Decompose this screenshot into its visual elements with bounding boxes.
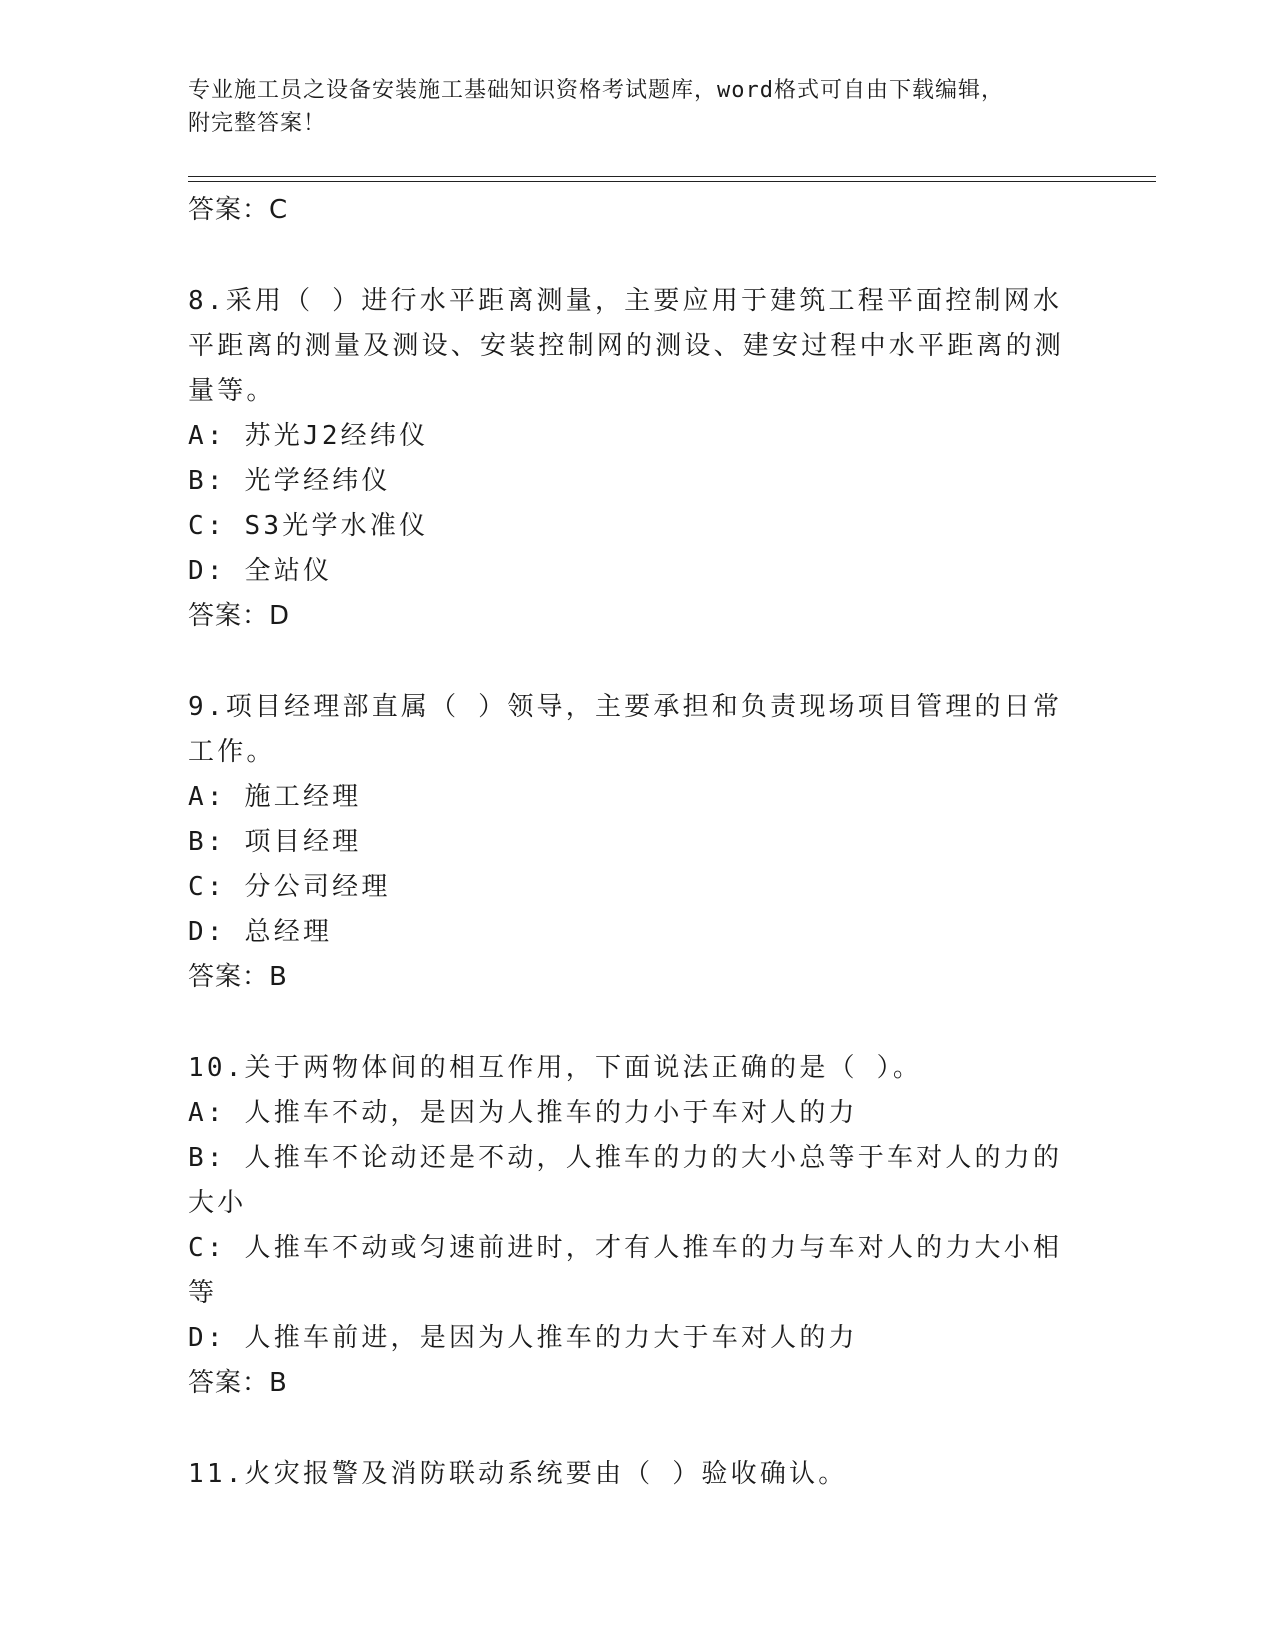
question-list	[188, 188, 1068, 1497]
option-c: C: 分公司经理	[188, 872, 391, 902]
question-9	[188, 685, 1068, 1000]
answer-line: 答案：C	[188, 195, 289, 225]
question-text: 9.项目经理部直属（ ）领导，主要承担和负责现场项目管理的日常工作。	[188, 692, 1063, 767]
option-b: B: 项目经理	[188, 827, 362, 857]
answer-line: 答案：B	[188, 1368, 288, 1398]
option-d: D: 人推车前进，是因为人推车的力大于车对人的力	[188, 1323, 858, 1353]
option-b: B: 光学经纬仪	[188, 466, 391, 496]
option-d: D: 全站仪	[188, 556, 333, 586]
answer-line: 答案：B	[188, 962, 288, 992]
question-text: 10.关于两物体间的相互作用，下面说法正确的是（ ）。	[188, 1053, 923, 1083]
document-header	[188, 74, 1088, 140]
document-page	[188, 0, 1158, 1650]
question-11	[188, 1452, 1068, 1497]
question-text: 8.采用（ ）进行水平距离测量，主要应用于建筑工程平面控制网水平距离的测量及测设、安装控制网的测设、建安过程中水平距离的测量等。	[188, 286, 1065, 406]
header-line-2: 附完整答案！	[188, 111, 327, 136]
question-8	[188, 279, 1068, 639]
option-c: C: S3光学水准仪	[188, 511, 429, 541]
option-d: D: 总经理	[188, 917, 333, 947]
option-a: A: 人推车不动，是因为人推车的力小于车对人的力	[188, 1098, 858, 1128]
question-10	[188, 1046, 1068, 1406]
option-b: B: 人推车不论动还是不动，人推车的力的大小总等于车对人的力的大小	[188, 1143, 1063, 1218]
option-c: C: 人推车不动或匀速前进时，才有人推车的力与车对人的力大小相等	[188, 1233, 1063, 1308]
option-a: A: 苏光J2经纬仪	[188, 421, 429, 451]
answer-line: 答案：D	[188, 601, 291, 631]
header-divider	[188, 176, 1156, 182]
option-a: A: 施工经理	[188, 782, 362, 812]
question-text: 11.火灾报警及消防联动系统要由（ ）验收确认。	[188, 1459, 848, 1489]
header-line-1: 专业施工员之设备安装施工基础知识资格考试题库，word格式可自由下载编辑，	[188, 78, 1004, 103]
